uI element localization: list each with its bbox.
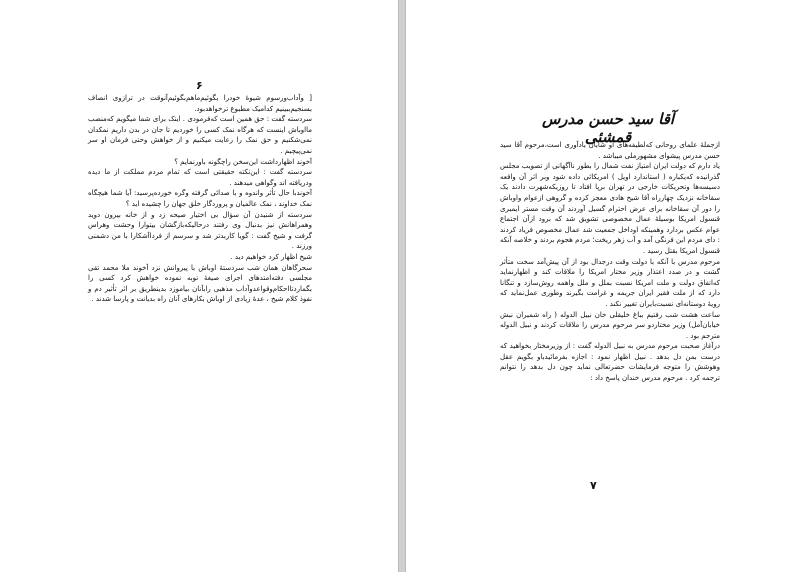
paragraph: سردسته گفت : این‌نکته حقیقتی است که تمام مردم مملکت از ما دیده ودرپافته اند وگواهی میدهند . <box>88 168 312 187</box>
right-page-body <box>500 140 720 384</box>
paragraph: مرحوم مدرس با آنکه با دولت وقت درجدال بود از آن پیش‌آمد سخت متأثر گشت و در صدد اعتذار وزیر مختار امریکا را ملاقات کند و اظهارنماید که‌اتفاق دولت و ملت امریکا نسبت بملل و ملل واهمه روش‌سازد و تنگانا دارد که از ملت فقیر ایران جریمه و غرامت بگیرند وطوری عمل‌نماید که رویهٔ دوستانه‌ای نسبت‌بایران تغییر نکند . <box>500 257 720 308</box>
chapter-title: آقا سید حسن مدرس قمشئی <box>541 110 675 146</box>
paragraph: آخوندبا حال تأثر واندوه و با صدائی گرفته وگره خورده‌پرسید: آیا شما هیچگاه نمک خداوند ، نمک عالمیان و پروردگار خلق جهان را چشیده اید ؟ <box>88 189 312 208</box>
paragraph: یاد دارم که دولت ایران امتیاز نفت شمال را بطور ناآگهانی از تصویب مجلس گذرانیده که‌یکباره ( استاندارد اویل ) امریکائی داده شود وبر اثر آن واقعه دسیسه‌ها وتحریکات خارجی در تهران برپا افتاد تا روزیکه‌شهرت دادند یک سقاخانه نزدیک چهارراه آقا شیخ هادی معجز کرده و گروهی ازعوام واوباش را دور آن سقاخانه برای عرض احترام گسیل آوردند آن وقت مستر ایمبری قنسول امریکا بوسیلهٔ عمال مخصوصی تشویق شد که برود ازآن اجتماع عوام عکس بردارد وهمینکه اوداخل جمعیت شد عمال مخصوص فریاد کردند : دای مردم این فرنگی آمد و آب زهر ریخت؛ مردم هجوم بردند و خلاصه آنکه قنسول امریکا بقتل رسید . <box>500 162 720 255</box>
paragraph: ساعت هشت شب رفتیم بباغ خلیقلی خان نبیل الدوله ( راه شمیران نبش خیابان‌آمل) وزیر مختاردو سر مرحوم مدرس را ملاقات کردند و نبیل الدوله مترجم بود . <box>500 310 720 340</box>
paragraph: شیخ اظهار کرد خواهیم دید . <box>230 252 312 261</box>
paragraph: سردسته گفت : حق همین است که‌فرمودی . اینک برای شما میگویم که‌منصب ما‌اوباش اینست که‌ هرگاه نمک کسی را خوردیم تا جان در بدن داریم نمکدان نمی‌شکنیم و حق نمک را رعایت میکنیم و از خواهش وحتی فرمان او سر نمی‌پیچیم . <box>88 115 312 155</box>
page-number-left: ۶ <box>196 79 203 92</box>
paragraph: سردسته از شنیدن آن سؤال بی اختیار صیحه زد و از خانه بیرون دوید وهمراهانش نیز بدنبال وی رفتند درحالیکه‌بازگشان بیتوارا وحشت وهراس گرفت و شیخ گفت : گویا کاربدتر شد و سرسم از فردا‌آشکارا با من دشمنی ورزند . <box>88 210 312 251</box>
page-number-right: ۷ <box>590 479 597 492</box>
paragraph: ازجملهٔ علمای روحانی که‌لطیفه‌های او شایان یادآوری است،مرحوم آقا سید حسن مدرس پیشوای مشهورملی میباشد . <box>500 141 720 160</box>
paragraph: درآغاز صحبت مرحوم مدرس به نبیل الدوله گفت : از وزیر‌مختار بخواهید که درست بمن دل بدهد . نبیل اظهار نمود : اجازه بفرمائید‌باو بگویم عقل وهوشش را متوجه فرمایشات حضرتعالی نماید چون دل بدهد را نتوانم ترجمه کرد . مرحوم مدرس خندان پاسخ داد : <box>500 342 720 383</box>
left-page-body <box>88 93 312 305</box>
left-page <box>0 0 399 572</box>
paragraph: [ وآداب‌ورسوم شیوهٔ خودرا بگوئیم‌ما‌هم‌بگوئیم‌آنوقت در ترازوی انصاف بسنجیم‌ببینیم کدامیک مطبوع ترخواهدبود. <box>88 94 312 113</box>
paragraph: سحرگاهان همان شب سردستهٔ اوباش با پیروانش نزد آخوند ملا محمد تقی مجلسی دفته‌امتدهای اجرای صیغهٔ توبه نموده خواهش کرد کسی را بگماردتا‌احکام‌وقواعد‌وآداب مذهبی را‌بآنان بیاموزد بدینطریق بر اثر تأثیر دم و نفوذ کلام شیخ ، عدهٔ زیادی از اوباش بکارهای آنان راه بدیانت و پارسا شدند . <box>88 263 312 304</box>
paragraph: آخوند اظهارداشت این‌سخن راچگونه باورنمایم ؟ <box>174 157 312 166</box>
